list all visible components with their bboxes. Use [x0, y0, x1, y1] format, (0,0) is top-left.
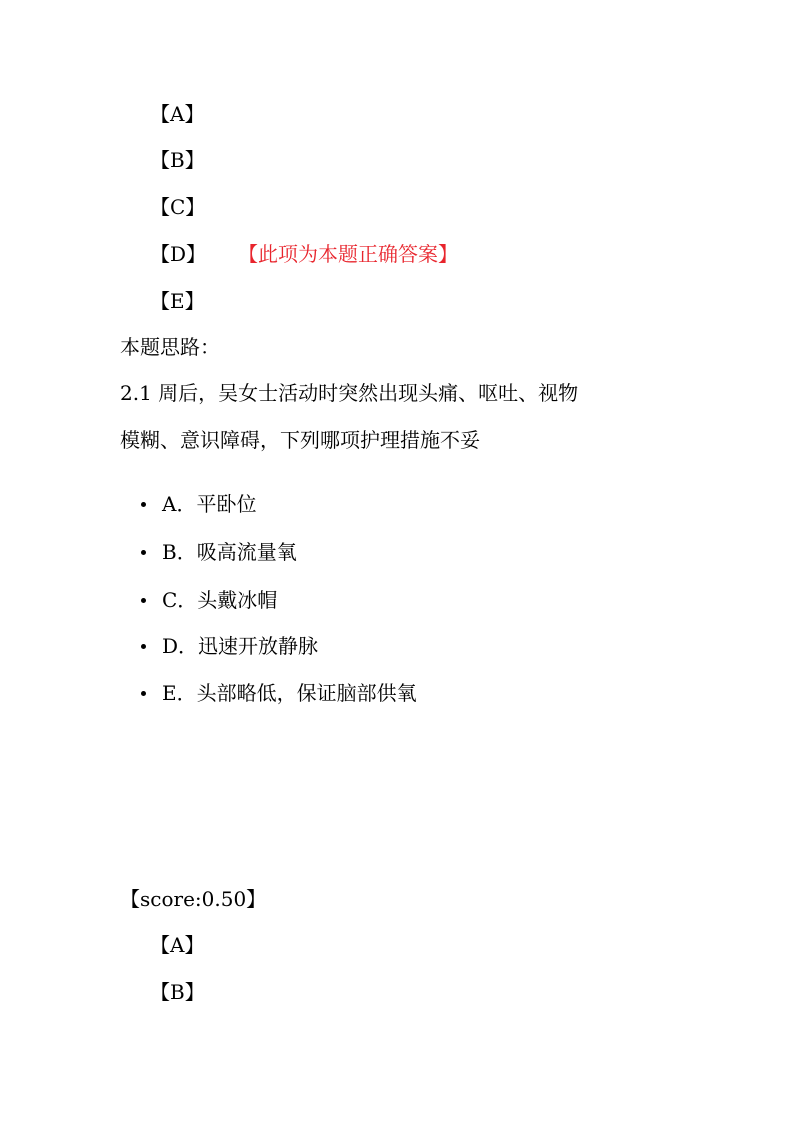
choice-a: [141, 490, 256, 518]
option-e: 【E】: [150, 289, 205, 313]
question-2-line-2: 模糊、意识障碍，下列哪项护理措施不妥: [120, 428, 480, 452]
q3-option-a: 【A】: [150, 933, 205, 957]
q3-option-b: 【B】: [150, 980, 205, 1004]
option-b: 【B】: [150, 148, 205, 172]
bullet-icon: [141, 550, 146, 555]
correct-answer-note: 【此项为本题正确答案】: [248, 242, 459, 266]
choice-a-text: A．平卧位: [162, 492, 257, 516]
option-d-label: 【D】: [150, 242, 207, 266]
bullet-icon: [141, 502, 146, 507]
bullet-icon: [141, 691, 146, 696]
question-2-line-1: 2.1 周后，吴女士活动时突然出现头痛、呕吐、视物: [120, 381, 579, 405]
option-d: [150, 240, 458, 268]
choice-e: [141, 679, 417, 707]
bullet-icon: [141, 644, 146, 649]
choice-c: [141, 586, 277, 614]
choice-b-text: B．吸高流量氧: [162, 540, 297, 564]
choice-d: [141, 632, 318, 660]
bullet-icon: [141, 598, 146, 603]
choice-c-text: C．头戴冰帽: [162, 588, 278, 612]
choice-e-text: E．头部略低，保证脑部供氧: [162, 681, 417, 705]
score-label: 【score:0.50】: [120, 887, 267, 911]
option-c: 【C】: [150, 195, 206, 219]
option-a: 【A】: [150, 102, 205, 126]
choice-b: [141, 538, 297, 566]
thinking-label: 本题思路：: [120, 335, 220, 359]
choice-d-text: D．迅速开放静脉: [162, 634, 319, 658]
